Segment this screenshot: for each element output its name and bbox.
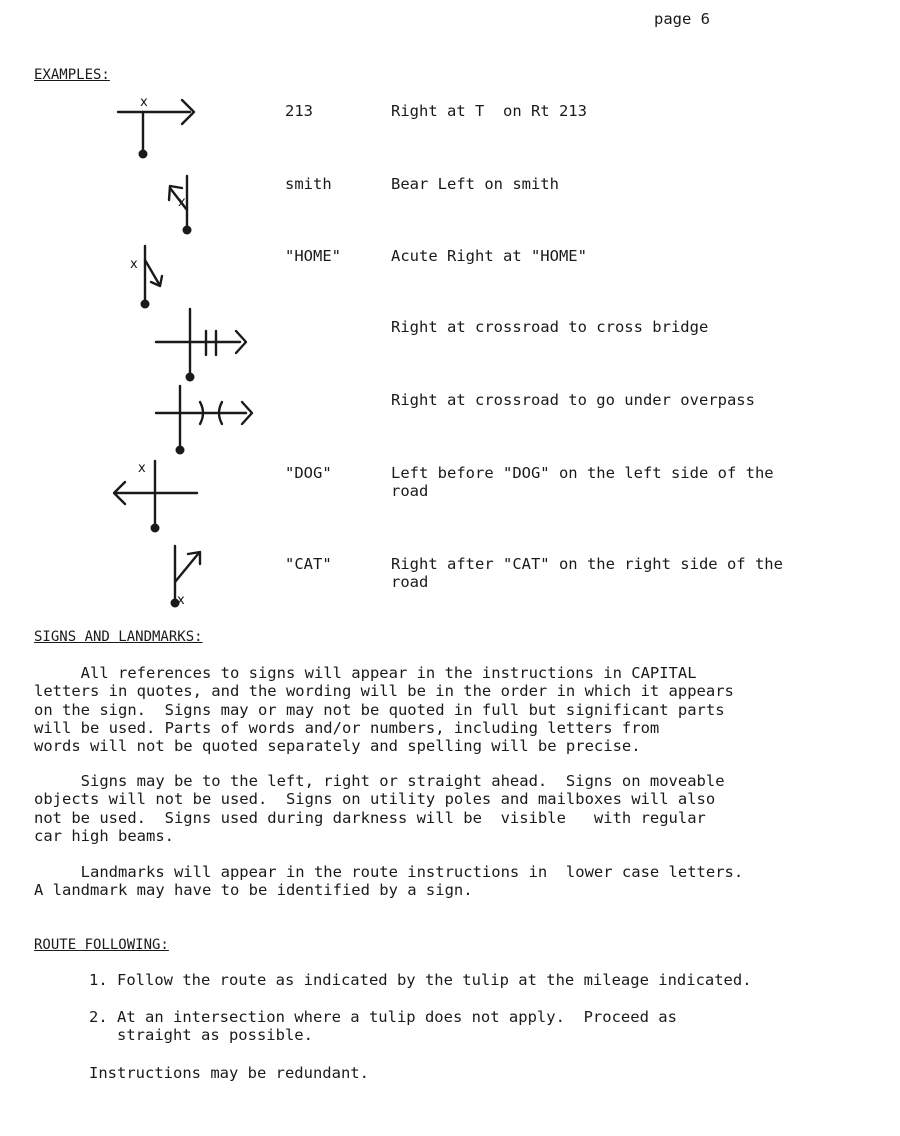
tulip-under-overpass-icon: [150, 380, 260, 460]
example-sign: 213: [285, 102, 313, 120]
example-instruction: Right at T on Rt 213: [391, 102, 587, 120]
x-mark: x: [140, 95, 148, 110]
example-instruction: Right at crossroad to go under overpass: [391, 391, 755, 409]
example-instruction: Left before "DOG" on the left side of the road: [391, 464, 774, 500]
x-mark: x: [138, 461, 146, 476]
example-instruction: Acute Right at "HOME": [391, 247, 587, 265]
landmarks-paragraph: Landmarks will appear in the route instructions in lower case letters. A landmark may have to be identified by a sign.: [34, 863, 744, 900]
route-following-heading: ROUTE FOLLOWING:: [34, 937, 169, 953]
signs-paragraph-1: All references to signs will appear in the instructions in CAPITAL letters in quotes, and the wording will be in the order in which it appears on the sign. Signs may or may not be quoted in full but significant parts will be used. Parts of words and/or numbers, including letters from words will not be quoted separately and spelling will be precise.: [34, 664, 734, 756]
example-instruction: Right after "CAT" on the right side of the road: [391, 555, 783, 591]
tulip-cross-bridge-icon: [150, 305, 255, 387]
route-item-1: 1. Follow the route as indicated by the tulip at the mileage indicated.: [89, 971, 752, 989]
x-mark: x: [130, 257, 138, 272]
example-sign: "CAT": [285, 555, 332, 573]
tulip-left-before-sign-icon: [105, 455, 205, 540]
example-sign: smith: [285, 175, 332, 193]
examples-heading: EXAMPLES:: [34, 67, 110, 83]
signs-paragraph-2: Signs may be to the left, right or straight ahead. Signs on moveable objects will not be used. Signs on utility poles and mailboxes will also not be used. Signs used during darkness will be visible with regular car high beams.: [34, 772, 725, 845]
tulip-right-after-sign-icon: [160, 540, 220, 615]
page-number: page 6: [654, 10, 710, 28]
example-instruction: Bear Left on smith: [391, 175, 559, 193]
route-item-2: 2. At an intersection where a tulip does not apply. Proceed as straight as possible.: [89, 1008, 677, 1045]
signs-landmarks-heading: SIGNS AND LANDMARKS:: [34, 629, 203, 645]
example-sign: "DOG": [285, 464, 332, 482]
example-sign: "HOME": [285, 247, 341, 265]
x-mark: x: [178, 195, 186, 210]
tulip-bear-left-icon: [160, 170, 210, 240]
tulip-right-at-t-icon: [110, 92, 210, 164]
example-instruction: Right at crossroad to cross bridge: [391, 318, 709, 336]
route-note: Instructions may be redundant.: [89, 1064, 369, 1082]
tulip-acute-right-icon: [125, 240, 175, 315]
x-mark: x: [177, 593, 185, 608]
